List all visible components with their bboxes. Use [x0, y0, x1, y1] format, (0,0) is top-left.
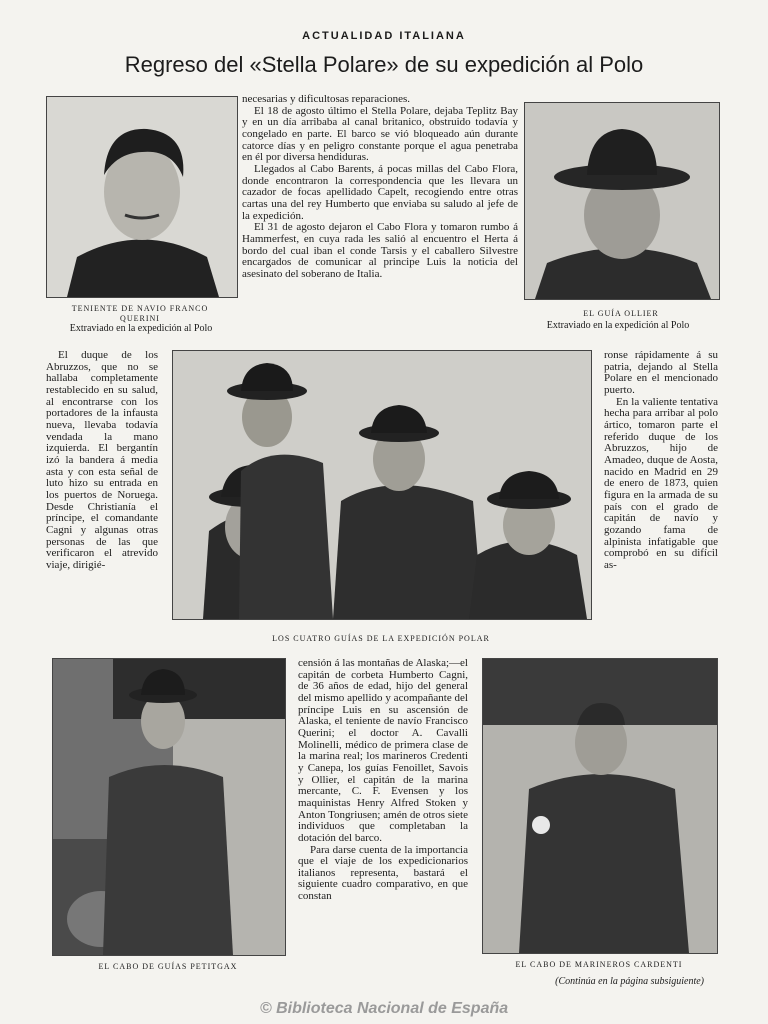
subcaption-querini: Extraviado en la expedición al Polo: [69, 323, 213, 334]
page-headline: Regreso del «Stella Polare» de su expedición al Polo: [124, 52, 644, 77]
paragraph: El 31 de agosto dejaron el Cabo Flora y tomaron rumbo á Hammerfest, en cuya rada les salió al encuentro el Herta á bordo del cual iban el conde Tarsis y el caballero Silvestre encargados de comunicar al principe Luis la noticia del asesinato del soberano de Italia.: [242, 221, 518, 280]
group-portrait-drawing: [173, 351, 591, 619]
standing-portrait-drawing: [53, 659, 285, 955]
caption-petitgax: EL CABO DE GUÍAS PETITGAX: [98, 962, 238, 971]
photo-cardenti: [482, 658, 718, 954]
text-column-bottom-middle: [298, 658, 468, 974]
paragraph: El 18 de agosto último el Stella Polare, dejaba Teplitz Bay y en un día arribaba al canal britanico, obstruido todavía y congelado en parte. El barco se vió bloqueado aún durante catorce días y en peligro constante porque el agua penetraba en él por diversa hendiduras.: [242, 104, 518, 164]
paragraph: censión á las montañas de Alaska;—el capitán de corbeta Humberto Cagni, de 36 años de edad, hijo del general del mismo apellido y acompañante del príncipe Luis en su ascensión de Alaska, el teniente de navío Francisco Querini; el doctor A. Cavalli Molinelli, médico de primera clase de la marina real; los marineros Credenti y Canepa, los guías Fenoillet, Savois y Ollier, el capitán de la marina mercante, C. F. Evensen y los maquinistas Henry Alfred Stoken y Anton Tongriusen; amén de otros siete individuos que completaban la dotación del barco.: [298, 658, 468, 844]
text-column-top-middle: [242, 94, 518, 340]
caption-four-guides: LOS CUATRO GUÍAS DE LA EXPEDICIÓN POLAR: [272, 634, 490, 643]
photo-four-guides: [172, 350, 592, 620]
caption-ollier: EL GUÍA OLLIER: [583, 309, 659, 318]
paragraph: ronse rápidamente á su patria, dejando al Stella Polare en el mencionado puerto.: [604, 350, 718, 396]
copyright-footer: © Biblioteca Nacional de España: [259, 1000, 509, 1017]
portrait-drawing: [525, 103, 719, 299]
caption-querini-line1: TENIENTE DE NAVIO FRANCO: [71, 304, 209, 313]
section-kicker: ACTUALIDAD ITALIANA: [302, 30, 466, 42]
paragraph: Para darse cuenta de la importancia que el viaje de los expedicionarios italianos representa, bastará el siguiente cuadro comparativo, en que constan: [298, 843, 468, 903]
standing-portrait-drawing: [483, 659, 717, 953]
paragraph: necesarias y dificultosas reparaciones.: [242, 94, 410, 105]
photo-petitgax: [52, 658, 286, 956]
photo-querini: [46, 96, 238, 298]
paragraph: El duque de los Abruzzos, que no se hallaba completamente restablecido en su salud, al encontrarse con los portadores de la infausta nueva, llevaba todavía vendada la mano izquierda. El bergantín izó la bandera á media asta y con esta señal de luto hizo su entrada en los puertos de Noruega. Desde Christianía el príncipe, el comandante Cagni y algunas otras personas de las que verificaron el atrevido viaje, dirigié-: [46, 350, 158, 571]
text-column-right-middle: [604, 350, 718, 646]
paragraph: En la valiente tentativa hecha para arribar al polo ártico, tomaron parte el referido duque de los Abruzzos, hijo de Amadeo, duque de Aosta, nacido en Madrid en 29 de enero de 1873, quien figura en la armada de su país con el grado de capitán de navío y gozando fama de alpinista infatigable que comprobó en su difícil as-: [604, 395, 718, 571]
portrait-drawing: [47, 97, 237, 297]
paragraph: Llegados al Cabo Barents, á pocas millas del Cabo Flora, donde encontraron la correspondencia que les llevara un cazador de focas apellidado Capelt, recogiendo entre otras cartas una del rey Humberto que enviaba su saludo al jefe de la expedición.: [242, 162, 518, 222]
photo-ollier: [524, 102, 720, 300]
caption-querini-line2: QUERINI: [120, 314, 160, 324]
text-column-left-middle: [46, 350, 158, 646]
caption-cardenti: EL CABO DE MARINEROS CARDENTI: [515, 960, 683, 969]
caption-querini: [40, 304, 240, 325]
subcaption-ollier: Extraviado en la expedición al Polo: [546, 320, 690, 331]
continued-note: (Continúa en la página subsiguiente): [555, 976, 704, 987]
